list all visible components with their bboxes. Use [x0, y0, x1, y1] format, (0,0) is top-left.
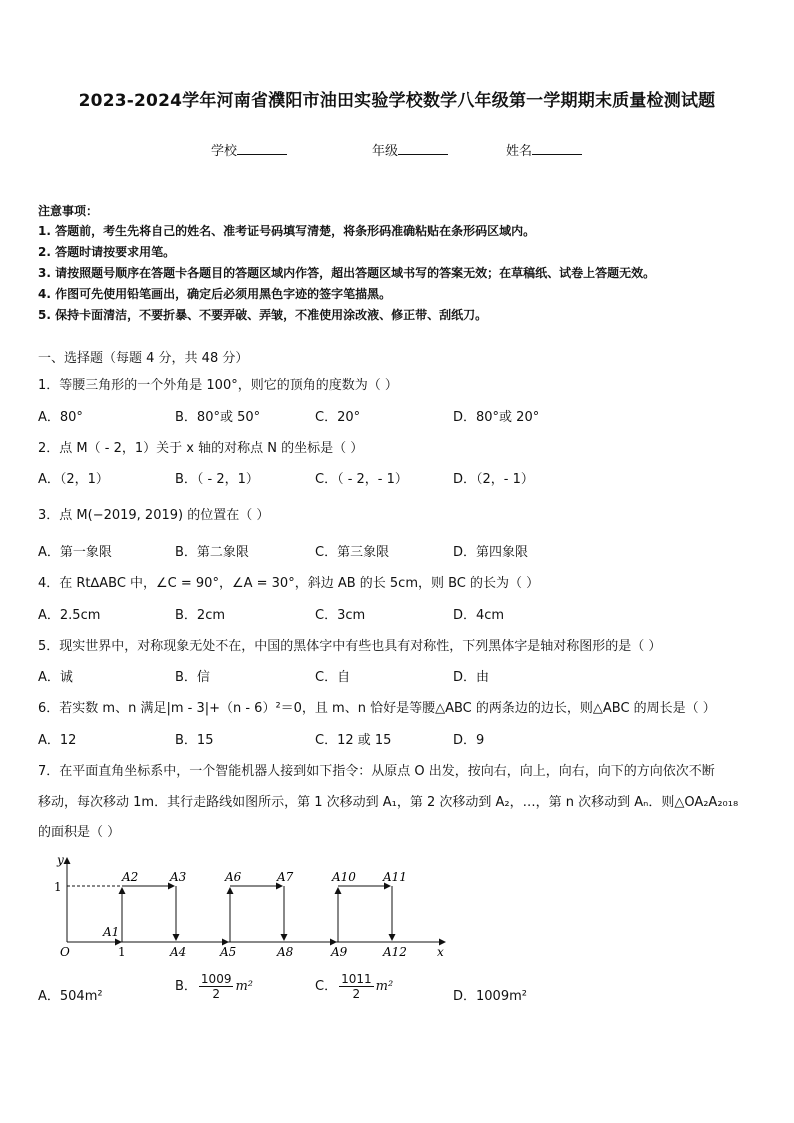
- question-3-stem: 3．点 M(−2019, 2019) 的位置在（ ）: [38, 508, 270, 523]
- q4-option-d[interactable]: D．4cm: [453, 608, 505, 623]
- school-field: [211, 140, 287, 159]
- q2-option-b[interactable]: B．（ - 2，1）: [175, 472, 259, 487]
- point-label: A3: [170, 870, 187, 884]
- x-one-label: 1: [118, 945, 126, 959]
- q5-option-b[interactable]: B．信: [175, 670, 210, 685]
- point-label: A2: [122, 870, 139, 884]
- question-1-stem: 1．等腰三角形的一个外角是 100°，则它的顶角的度数为（ ）: [38, 378, 398, 393]
- question-7-stem-line-1: 7．在平面直角坐标系中，一个智能机器人接到如下指令：从原点 O 出发，按向右，向上，向右，向下的方向依次不断: [38, 764, 715, 779]
- school-blank[interactable]: [237, 141, 287, 155]
- q7-option-b-label: B．: [175, 979, 197, 994]
- q1-option-c[interactable]: C．20°: [315, 410, 361, 425]
- y-one-label: 1: [54, 880, 62, 894]
- q7-option-c[interactable]: [315, 972, 393, 1001]
- section-heading: 一、选择题（每题 4 分，共 48 分）: [38, 351, 249, 366]
- point-label: A4: [170, 945, 187, 959]
- q5-option-d[interactable]: D．由: [453, 670, 490, 685]
- grade-label: 年级: [372, 144, 399, 159]
- q7-option-c-fraction: [339, 972, 374, 1001]
- q7-option-c-unit: m²: [375, 979, 394, 994]
- q3-option-b[interactable]: B．第二象限: [175, 545, 249, 560]
- q4-option-a[interactable]: A．2.5cm: [38, 608, 101, 623]
- note-item: 4. 作图可先使用铅笔画出，确定后必须用黑色字迹的签字笔描黑。: [38, 287, 392, 301]
- q1-option-b[interactable]: B．80°或 50°: [175, 410, 261, 425]
- q2-option-c[interactable]: C．（ - 2，- 1）: [315, 472, 408, 487]
- q5-option-a[interactable]: A．诚: [38, 670, 73, 685]
- question-6-stem: 6．若实数 m、n 满足|m - 3|+（n - 6）²＝0，且 m、n 恰好是等腰△ABC 的两条边的边长，则△ABC 的周长是（ ）: [38, 701, 716, 716]
- question-2-stem: 2．点 M（ - 2，1）关于 x 轴的对称点 N 的坐标是（ ）: [38, 441, 364, 456]
- q1-option-a[interactable]: A．80°: [38, 410, 83, 425]
- question-7-stem-line-3: 的面积是（ ）: [38, 825, 121, 840]
- point-label: A12: [383, 945, 407, 959]
- point-label: A1: [103, 925, 120, 939]
- grade-field: [372, 140, 448, 159]
- q3-option-d[interactable]: D．第四象限: [453, 545, 529, 560]
- q5-option-c[interactable]: C．自: [315, 670, 351, 685]
- origin-label: O: [60, 945, 70, 959]
- question-5-stem: 5．现实世界中，对称现象无处不在，中国的黑体字中有些也具有对称性，下列黑体字是轴对称图形的是（ ）: [38, 639, 662, 654]
- fraction-denominator: 2: [352, 987, 361, 1001]
- q6-option-a[interactable]: A．12: [38, 733, 77, 748]
- q6-option-d[interactable]: D．9: [453, 733, 485, 748]
- q2-option-a[interactable]: A．（2，1）: [38, 472, 109, 487]
- q3-option-a[interactable]: A．第一象限: [38, 545, 112, 560]
- grade-blank[interactable]: [398, 141, 448, 155]
- note-item: 3. 请按照题号顺序在答题卡各题目的答题区域内作答，超出答题区域书写的答案无效；在草稿纸、试卷上答题无效。: [38, 266, 656, 280]
- q7-option-b-unit: m²: [235, 979, 254, 994]
- fraction-denominator: 2: [212, 987, 221, 1001]
- point-label: A6: [225, 870, 242, 884]
- point-label: A11: [383, 870, 407, 884]
- note-item: 5. 保持卡面清洁，不要折暴、不要弄破、弄皱，不准使用涂改液、修正带、刮纸刀。: [38, 308, 488, 322]
- q3-option-c[interactable]: C．第三象限: [315, 545, 390, 560]
- x-axis-label: x: [437, 945, 444, 959]
- note-item: 2. 答题时请按要求用笔。: [38, 245, 176, 259]
- point-label: A9: [331, 945, 348, 959]
- fraction-numerator: 1011: [341, 972, 372, 986]
- q7-option-c-label: C．: [315, 979, 338, 994]
- question-4-stem: 4．在 Rt∆ABC 中，∠C = 90°，∠A = 30°，斜边 AB 的长 5cm，则 BC 的长为（ ）: [38, 576, 540, 591]
- q4-option-b[interactable]: B．2cm: [175, 608, 226, 623]
- robot-path-figure: [40, 852, 460, 962]
- name-blank[interactable]: [532, 141, 582, 155]
- point-label: A7: [277, 870, 294, 884]
- q7-option-b[interactable]: [175, 972, 253, 1001]
- q7-option-d[interactable]: D．1009m²: [453, 989, 527, 1004]
- point-label: A8: [277, 945, 294, 959]
- note-item: 1. 答题前，考生先将自己的姓名、准考证号码填写清楚，将条形码准确粘贴在条形码区域内。: [38, 224, 536, 238]
- q7-option-a[interactable]: A．504m²: [38, 989, 103, 1004]
- q6-option-c[interactable]: C．12 或 15: [315, 733, 392, 748]
- name-label: 姓名: [506, 144, 533, 159]
- q6-option-b[interactable]: B．15: [175, 733, 214, 748]
- q1-option-d[interactable]: D．80°或 20°: [453, 410, 540, 425]
- y-axis-label: y: [57, 853, 64, 867]
- notes-heading: 注意事项：: [38, 204, 99, 218]
- page-title: 2023-2024学年河南省濮阳市油田实验学校数学八年级第一学期期末质量检测试题: [78, 91, 716, 111]
- q4-option-c[interactable]: C．3cm: [315, 608, 366, 623]
- q2-option-d[interactable]: D．（2，- 1）: [453, 472, 534, 487]
- question-7-stem-line-2: 移动，每次移动 1m．其行走路线如图所示，第 1 次移动到 A₁，第 2 次移动到 A₂，…，第 n 次移动到 Aₙ．则△OA₂A₂₀₁₈: [38, 795, 739, 810]
- point-label: A5: [220, 945, 237, 959]
- name-field: [506, 140, 582, 159]
- point-label: A10: [332, 870, 356, 884]
- fraction-numerator: 1009: [200, 972, 232, 986]
- school-label: 学校: [211, 144, 238, 159]
- q7-option-b-fraction: [199, 972, 234, 1001]
